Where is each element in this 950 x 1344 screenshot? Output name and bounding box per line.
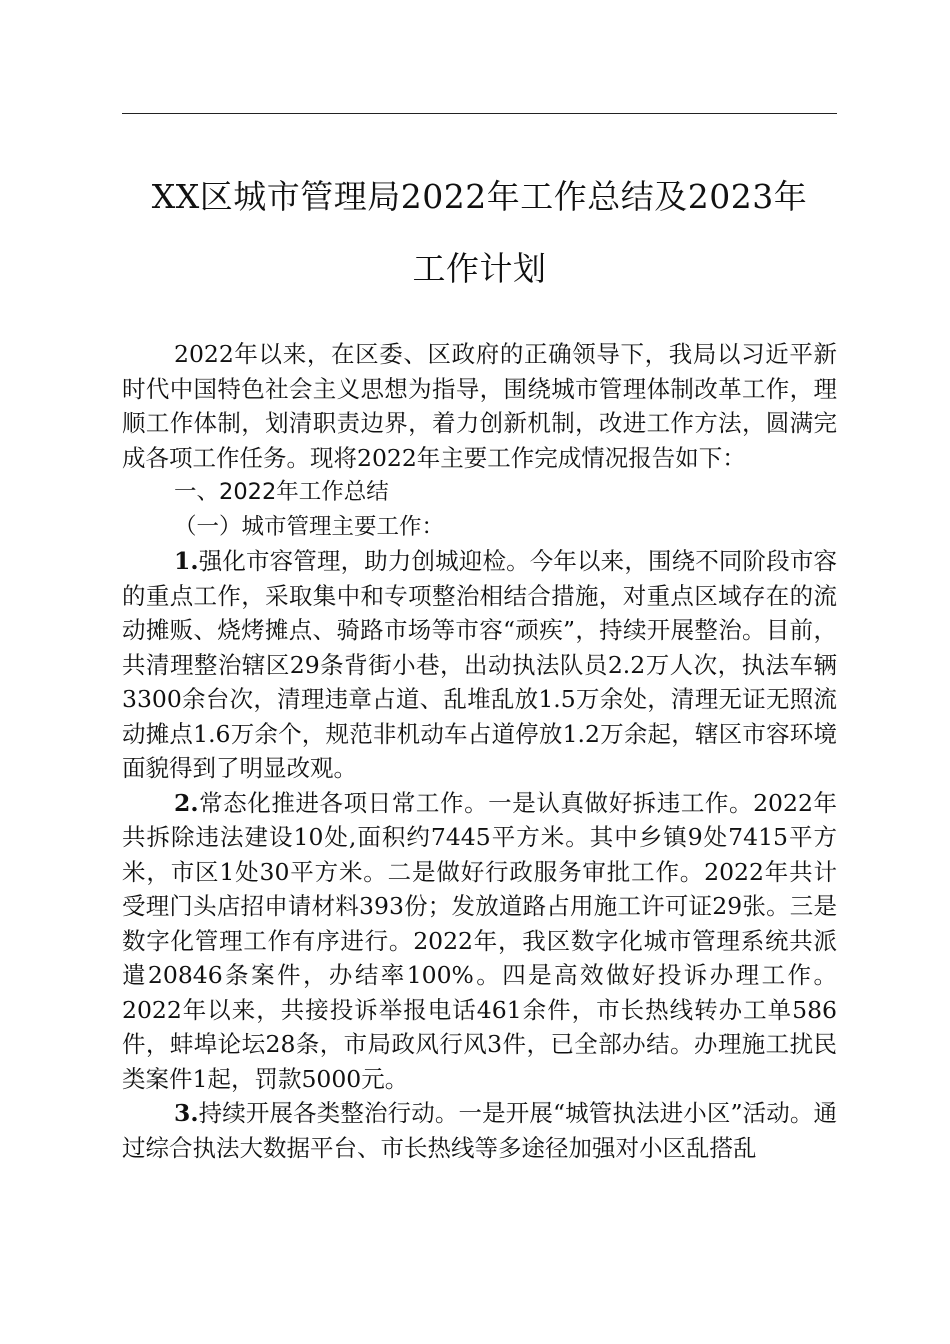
document-body	[122, 337, 837, 1165]
list-item	[122, 544, 837, 786]
item-number: 2.	[174, 788, 199, 817]
subsection-heading: （一）城市管理主要工作：	[174, 513, 445, 540]
title-line-1: XX区城市管理局2022年工作总结及2023年	[151, 177, 808, 216]
header-rule	[122, 113, 837, 114]
intro-paragraph: 2022年以来，在区委、区政府的正确领导下，我局以习近平新时代中国特色社会主义思想为指导，围绕城市管理体制改革工作，理顺工作体制，划清职责边界，着力创新机制，改进工作方法，圆满完成各项工作任务。现将2022年主要工作完成情况报告如下：	[122, 340, 837, 472]
item-text: 常态化推进各项日常工作。一是认真做好拆违工作。2022年共拆除违法建设10处,面积约7445平方米。其中乡镇9处7415平方米，市区1处30平方米。二是做好行政服务审批工作。2022年共计受理门头店招申请材料393份；发放道路占用施工许可证29张。三是数字化管理工作有序进行。2022年，我区数字化城市管理系统共派遣20846条案件，办结率100%。四是高效做好投诉办理工作。2022年以来，共接投诉举报电话461余件，市长热线转办工单586件，蚌埠论坛28条，市局政风行风3件，已全部办结。办理施工扰民类案件1起，罚款5000元。	[122, 788, 837, 1093]
item-text: 强化市容管理，助力创城迎检。今年以来，围绕不同阶段市容的重点工作，采取集中和专项整治相结合措施，对重点区域存在的流动摊贩、烧烤摊点、骑路市场等市容“顽疾”，持续开展整治。目前，共清理整治辖区29条背街小巷，出动执法队员2.2万人次，执法车辆3300余台次，清理违章占道、乱堆乱放1.5万余处，清理无证无照流动摊点1.6万余个，规范非机动车占道停放1.2万余起，辖区市容环境面貌得到了明显改观。	[122, 547, 837, 782]
item-text: 持续开展各类整治行动。一是开展“城管执法进小区”活动。通过综合执法大数据平台、市长热线等多途径加强对小区乱搭乱	[122, 1099, 837, 1162]
document-title	[122, 176, 837, 290]
list-item	[122, 1096, 837, 1165]
item-number: 3.	[174, 1099, 199, 1127]
section-heading: 一、2022年工作总结	[174, 479, 389, 505]
title-line-2: 工作计划	[412, 249, 547, 288]
item-number: 1.	[174, 547, 199, 575]
list-item	[122, 786, 837, 1097]
